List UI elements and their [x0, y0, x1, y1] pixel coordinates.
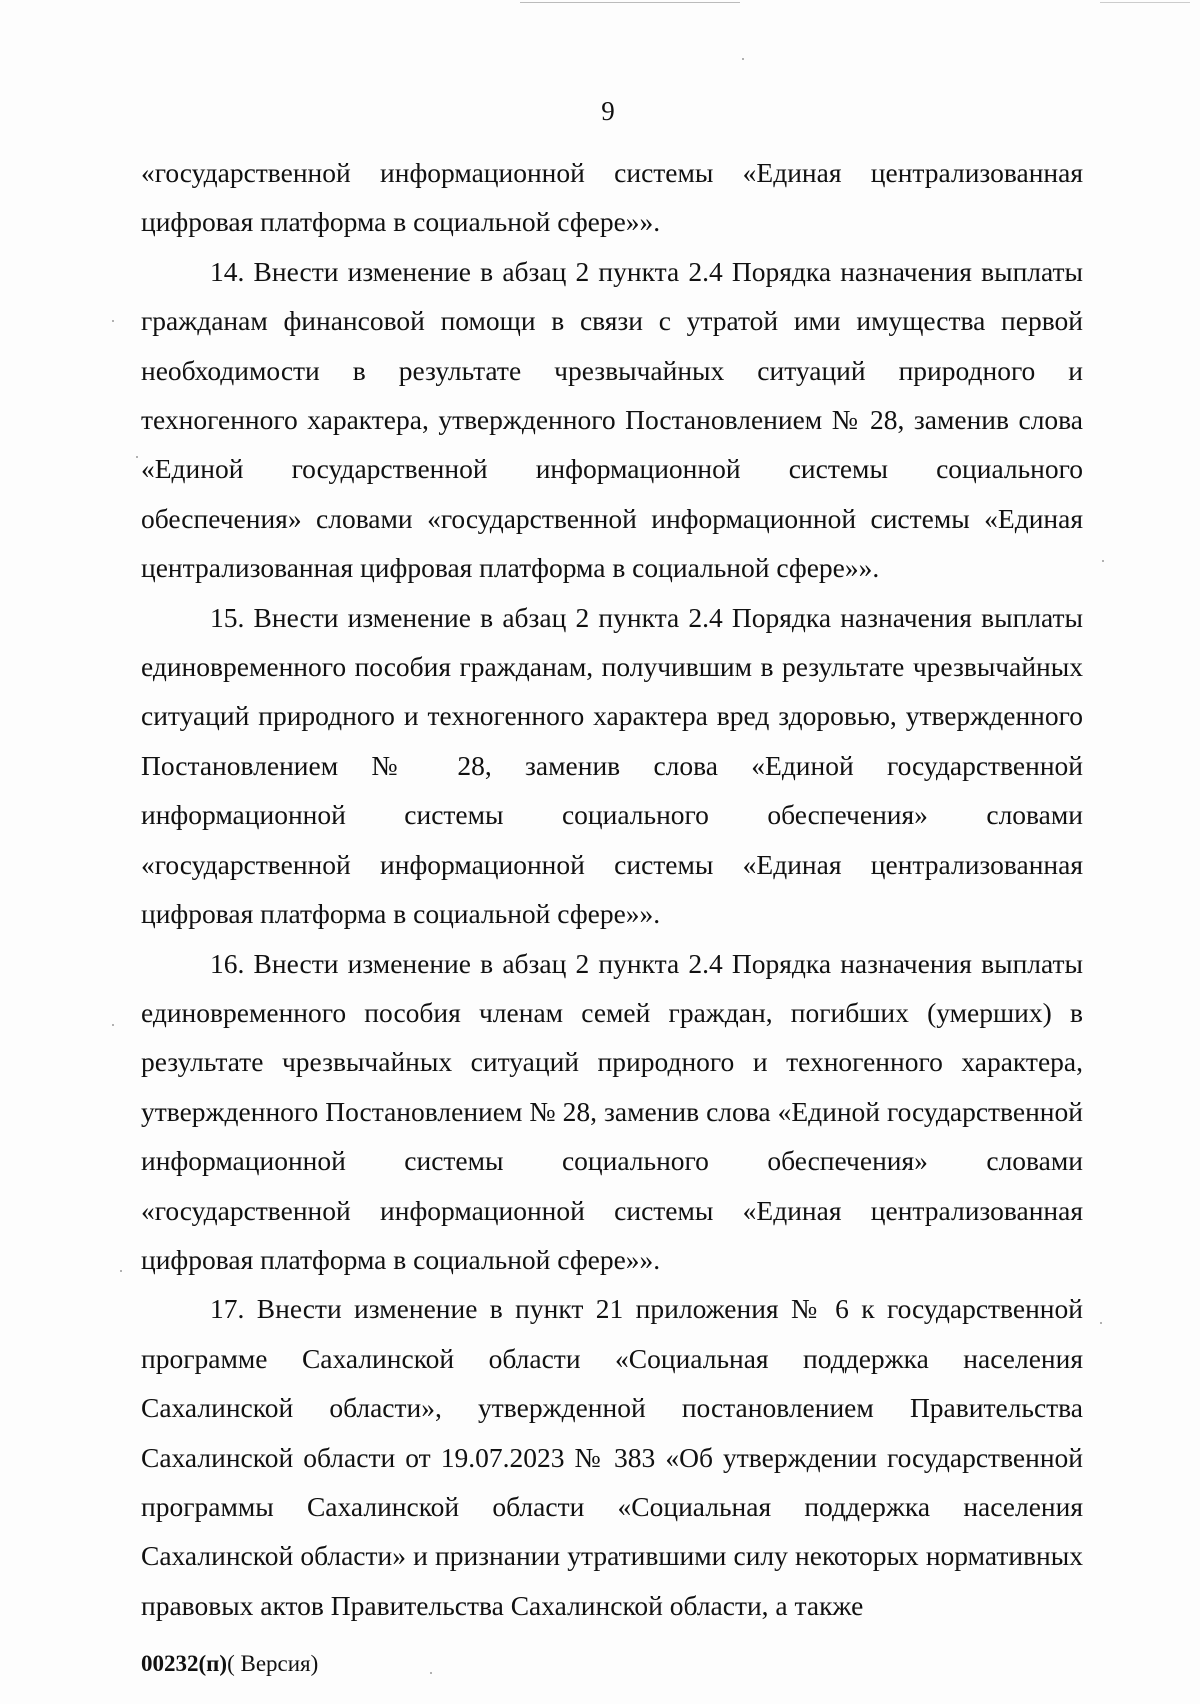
paragraph-continuation: «государственной информационной системы «Единая централизованная цифровая платформа в социальной сфере»». [141, 157, 1083, 238]
paragraph-item-17: 17. Внести изменение в пункт 21 приложения № 6 к государственной программе Сахалинской области «Социальная поддержка населения Сахалинской области», утвержденной постановлением Правительства Сахалинской области от 19.07.2023 № 383 «Об утверждении государственной программы Сахалинской области «Социальная поддержка населения Сахалинской области» и признании утратившими силу некоторых нормативных правовых актов Правительства Сахалинской области, а также [141, 1293, 1083, 1621]
scan-speck [112, 320, 114, 322]
scan-speck [1102, 560, 1104, 562]
scan-speck [136, 456, 138, 458]
scan-speck [430, 1672, 432, 1674]
scan-speck [742, 58, 744, 60]
document-body [141, 148, 1083, 1630]
document-version: ( Версия) [227, 1651, 319, 1676]
scan-speck [1100, 1322, 1102, 1324]
document-footer [141, 1651, 318, 1677]
scan-speck [112, 1024, 114, 1026]
scan-artifact-line [520, 2, 740, 3]
paragraph-item-15: 15. Внести изменение в абзац 2 пункта 2.4 Порядка назначения выплаты единовременного пособия гражданам, получившим в результате чрезвычайных ситуаций природного и техногенного характера вред здоровью, утвержденного Постановлением № 28, заменив слова «Единой государственной информационной системы социального обеспечения» словами «государственной информационной системы «Единая централизованная цифровая платформа в социальной сфере»». [141, 601, 1083, 930]
scan-speck [120, 1270, 122, 1272]
document-code: 00232(п) [141, 1651, 228, 1676]
page-number: 9 [601, 96, 615, 126]
paragraph-item-14: 14. Внести изменение в абзац 2 пункта 2.4 Порядка назначения выплаты гражданам финансовой помощи в связи с утратой ими имущества первой необходимости в результате чрезвычайных ситуаций природного и техногенного характера, утвержденного Постановлением № 28, заменив слова «Единой государственной информационной системы социального обеспечения» словами «государственной информационной системы «Единая централизованная цифровая платформа в социальной сфере»». [141, 255, 1083, 584]
paragraph-item-16: 16. Внести изменение в абзац 2 пункта 2.4 Порядка назначения выплаты единовременного пособия членам семей граждан, погибших (умерших) в результате чрезвычайных ситуаций природного и техногенного характера, утвержденного Постановлением № 28, заменив слова «Единой государственной информационной системы социального обеспечения» словами «государственной информационной системы «Единая централизованная цифровая платформа в социальной сфере»». [141, 947, 1083, 1275]
scan-artifact-line [1100, 2, 1190, 3]
